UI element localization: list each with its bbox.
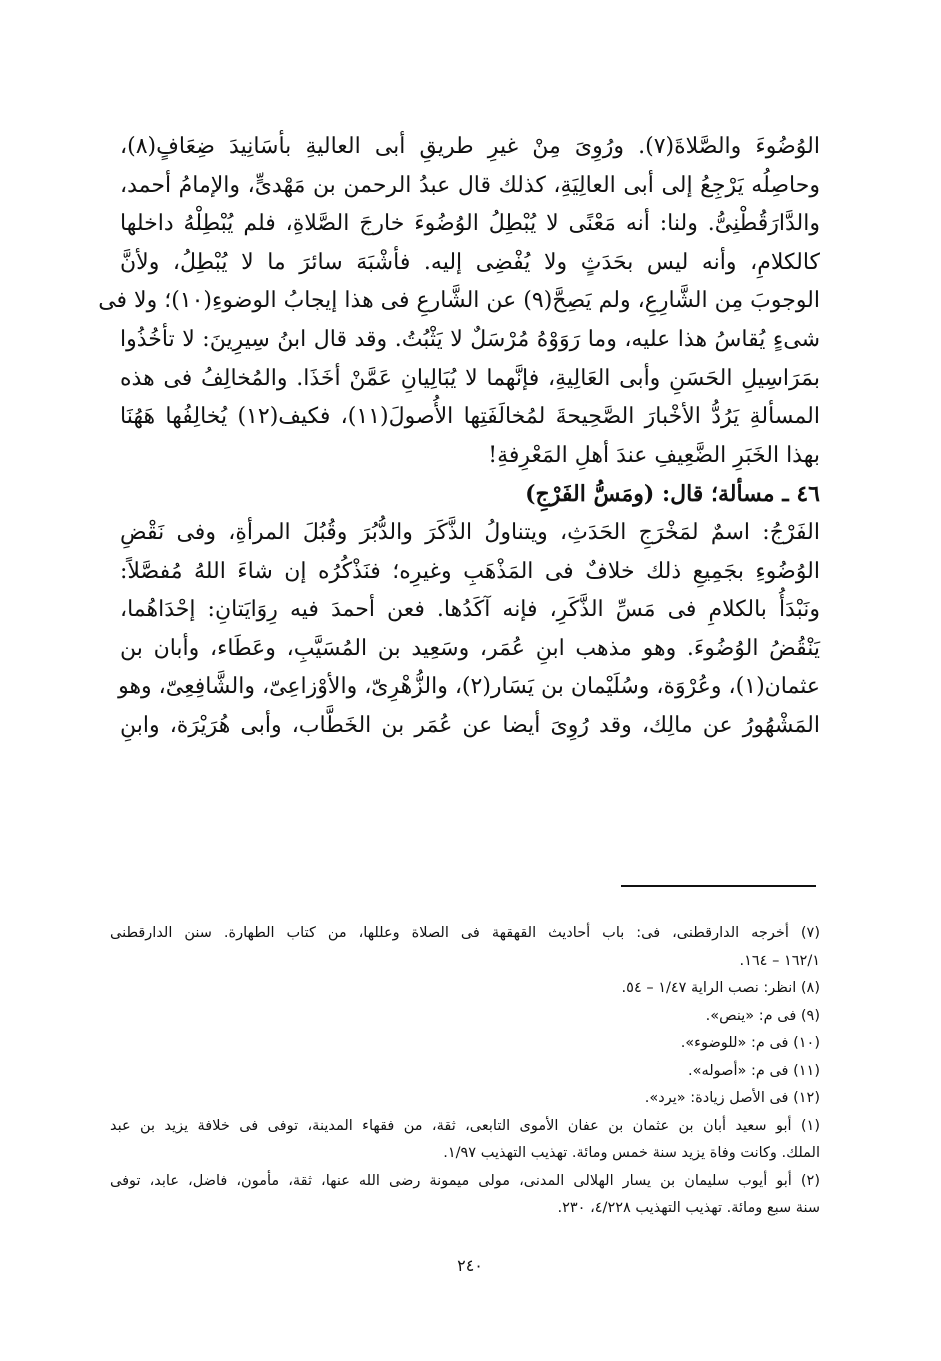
text-line: شىءٍ يُقاسُ هذا عليه، وما رَوَوْهُ مُرْسَلٌ لا يَثْبُتُ. وقد قال ابنُ سِيرِينَ: لا تأخُذُوا (120, 326, 820, 352)
footnotes (110, 920, 820, 1223)
text-line: الوُضُوءَ والصَّلاةَ(٧). ورُوِىَ مِنْ غيرِ طريقِ أبى العاليةِ بأسَانِيدَ ضِعَافٍ(٨)، (120, 134, 820, 159)
text-line: عثمان(١)، وعُرْوَة، وسُلَيْمان بن يَسَار(٢)، والزُّهْرِىّ، والأوْزاعِىّ، والشَّافِعِىّ، وهو (118, 674, 820, 700)
section-heading: ٤٦ ـ مسألة؛ قال: (ومَسُّ الفَرْجِ) (525, 481, 820, 508)
text-line: ونَبْدَأُ بالكلامِ فى مَسِّ الذَّكَرِ، فإنه آكَدُها. فعن أحمدَ فيه رِوَايَتانِ: إحْدَاهُما، (120, 597, 820, 623)
text-line: الوجوبَ مِن الشَّارِعِ، ولم يَصِحَّ(٩) عن الشَّارعِ فى هذا إيجابُ الوضوءِ(١٠)؛ ولا فى (98, 288, 820, 314)
footnote-line: ١٦٢/١ – ١٦٤. (739, 952, 820, 969)
footnote-divider (621, 885, 816, 887)
text-line: يَنْقُضُ الوُضُوءَ. وهو مذهب ابنِ عُمَر، وسَعِيد بن المُسَيَّبِ، وعَطَاء، وأبان بن (120, 635, 820, 661)
footnote-line: (١١) فى م: «أصوله». (688, 1062, 820, 1079)
text-line: وحاصِلُه يَرْجِعُ إلى أبى العالِيَةِ، كذلك قال عبدُ الرحمن بن مَهْدىٍّ، والإمامُ أحمد، (120, 172, 820, 198)
text-line: الفَرْجُ: اسمٌ لمَخْرَجِ الحَدَثِ، ويتناولُ الذَّكَرَ والدُّبُرَ وقُبُلَ المرأةِ، وفى نَقْضِ (120, 519, 820, 545)
text-line: المَشْهُورُ عن مالِك، وقد رُوِىَ أيضا عن عُمَر بن الخَطَّاب، وأبى هُرَيْرَة، وابنِ (120, 712, 820, 738)
footnote-line: (٩) فى م: «ينص». (705, 1007, 820, 1024)
footnote-line: الملك. وكانت وفاة يزيد سنة خمس ومائة. تهذيب التهذيب ١/٩٧. (443, 1145, 820, 1161)
footnote-line: سنة سبع ومائة. تهذيب التهذيب ٤/٢٢٨، ٢٣٠. (557, 1200, 820, 1216)
footnote-line: (٧) أخرجه الدارقطنى، فى: باب أحاديث القهقهة فى الصلاة وعللها، من كتاب الطهارة. سنن الدارقطنى (110, 925, 820, 941)
page-number: ٢٤٠ (457, 1256, 483, 1275)
text-line: والدَّارَقُطْنِىُّ. ولنا: أنه مَعْنًى لا يُبْطِلُ الوُضُوءَ خارجَ الصَّلاةِ، فلم يُبْطِلْهُ داخلها (120, 211, 820, 237)
text-line: بمَرَاسِيلِ الحَسَنِ وأبى العَالِيةِ، فإنَّهما لا يُبَالِيانِ عَمَّنْ أخَذَا. والمُخالِفُ فى هذه (120, 365, 820, 391)
text-line: الوُضُوءِ بجَمِيعِ ذلك خلافٌ فى المَذْهَبِ وغيرِه؛ فنَذْكُرُه إن شاءَ اللهُ مُفصَّلاً: (120, 558, 820, 584)
footnote-line: (٢) أبو أيوب سليمان بن يسار الهلالى المدنى، مولى ميمونة رضى الله عنها، ثقة، مأمون، فاضل، عابد، توفى (110, 1172, 820, 1189)
footnote-line: (١٠) فى م: «للوضوء». (680, 1035, 820, 1051)
footnote-line: (١٢) فى الأصل زيادة: «يرد». (644, 1090, 820, 1106)
text-line: المسألةِ يَرُدُّ الأخْبارَ الصَّحِيحةَ لمُخالَفَتِها الأُصولَ(١١)، فكيف(١٢) يُخالِفُها هَهُنَا (120, 404, 820, 430)
footnote-line: (١) أبو سعيد أبان بن عثمان بن عفان الأموى التابعى، ثقة، من فقهاء المدينة، توفى فى خلافة يزيد بن عبد (110, 1117, 820, 1134)
main-text (98, 128, 820, 746)
text-line: كالكلامِ، وأنه ليس بحَدَثٍ ولا يُفْضِى إليه. فأشْبَهَ سائرَ ما لا يُبْطِلُ، ولأنَّ (120, 249, 820, 275)
footnote-line: (٨) انظر: نصب الراية ١/٤٧ – ٥٤. (621, 980, 820, 996)
text-line: بهذا الخَبَرِ الضَّعِيفِ عندَ أهلِ المَعْرِفةِ! (488, 442, 820, 468)
